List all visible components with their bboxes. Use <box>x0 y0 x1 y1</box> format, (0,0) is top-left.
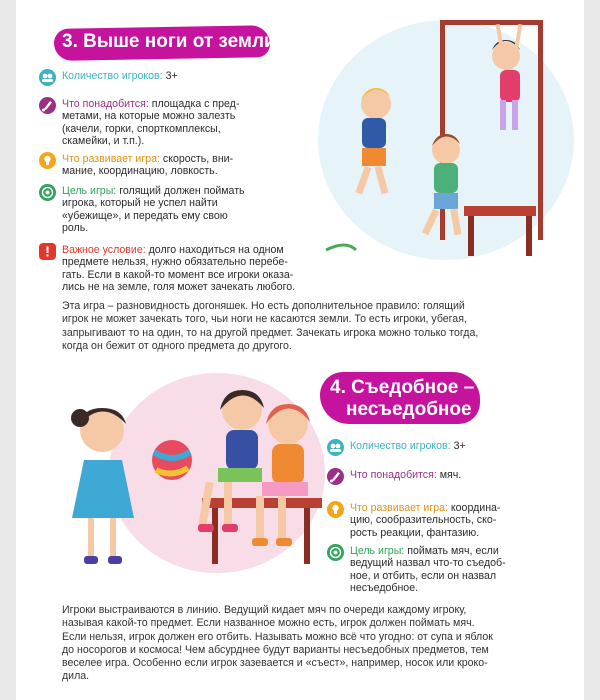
goal-text-4: несъедобное. <box>350 582 419 595</box>
important-label: Важное условие: <box>62 244 146 256</box>
needs-text: мяч. <box>439 469 462 481</box>
game4-para-line: дила. <box>62 670 90 683</box>
game3-para-line: запрыгивают то на один, то на другой предмет. Зачекать игрока можно только тогда, <box>62 326 479 339</box>
game3-develops-row <box>62 153 324 178</box>
game4-goal-row <box>350 545 582 595</box>
players-label: Количество игроков: <box>62 70 163 82</box>
game4-para-line: до носорогов и космоса! Чем абсурднее будут варианты несъедобных предметов, тем <box>62 643 489 656</box>
needs-text-4: скамейки, и т.п.). <box>62 135 145 148</box>
brush-icon <box>39 97 56 114</box>
game3-description <box>62 300 582 353</box>
game4-para-line: веселее игра. Особенно если игрок зазевается и «съест», например, носок или кроко- <box>62 657 488 670</box>
game4-para-line: Игроки выстраиваются в линию. Ведущий кидает мяч по очереди каждому игроку, <box>62 604 467 616</box>
game4-players-row <box>350 440 582 452</box>
lightbulb-icon <box>39 152 56 169</box>
lightbulb-icon <box>327 501 344 518</box>
game3-players-row <box>62 70 324 82</box>
develops-text-1: скорость, вни- <box>162 153 234 165</box>
needs-label: Что понадобится: <box>350 469 437 481</box>
players-value: 3+ <box>453 440 466 452</box>
goal-text-3: ное, и отбить, если он назвал <box>350 569 497 582</box>
needs-text-3: (качели, горки, спорткомплексы, <box>62 122 221 135</box>
game4-para-line: называя какой-то предмет. Если названное можно есть, игрок должен поймать мяч. <box>62 617 475 630</box>
game4-needs-row <box>350 469 582 481</box>
ball-game-illustration <box>42 368 326 583</box>
article-page <box>16 0 584 700</box>
game4-description <box>62 604 582 684</box>
brush-icon <box>327 468 344 485</box>
playground-illustration <box>316 10 584 265</box>
game3-para-line: игрок не может зачекать того, чьи ноги не касаются земли. То есть игроки, убегая, <box>62 313 467 326</box>
goal-label: Цель игры: <box>62 185 117 197</box>
develops-text-2: мание, координацию, ловкость. <box>62 165 218 178</box>
players-icon <box>39 69 56 86</box>
target-icon <box>39 184 56 201</box>
develops-label: Что развивает игра: <box>62 153 160 165</box>
needs-text-2: метами, на которые можно залезть <box>62 110 236 123</box>
players-icon <box>327 439 344 456</box>
goal-text-4: роль. <box>62 222 89 235</box>
game4-title-line2: несъедобное <box>346 399 472 420</box>
game4-para-line: Если нельзя, игрок должен его отбить. Называть можно всё что угодно: от супа и яблок <box>62 630 493 643</box>
game4-develops-row <box>350 502 582 539</box>
goal-label: Цель игры: <box>350 545 405 557</box>
important-text-4: лись не на земле, голя может зачекать любого. <box>62 281 296 294</box>
players-label: Количество игроков: <box>350 440 451 452</box>
develops-label: Что развивает игра: <box>350 502 448 514</box>
game3-important-row <box>62 244 342 294</box>
goal-text-2: ведущий назвал что-то съедоб- <box>350 557 506 570</box>
goal-text-1: поймать мяч, если <box>407 545 499 557</box>
needs-label: Что понадобится: <box>62 98 149 110</box>
game3-para-line: когда он бежит от одного предмета до другого. <box>62 339 292 352</box>
target-icon <box>327 544 344 561</box>
goal-text-2: игрока, который не успел найти <box>62 197 218 210</box>
goal-text-1: голящий должен поймать <box>119 185 245 197</box>
important-text-1: долго находиться на одном <box>148 244 284 256</box>
important-text-2: предмете нельзя, нужно обязательно перебе- <box>62 256 288 269</box>
players-value: 3+ <box>165 70 178 82</box>
game3-goal-row <box>62 185 324 235</box>
game3-needs-row <box>62 98 324 148</box>
needs-text-1: площадка с пред- <box>151 98 240 110</box>
develops-text-1: координа- <box>450 502 501 514</box>
goal-text-3: «убежище», и передать ему свою <box>62 209 228 222</box>
game3-para-line: Эта игра – разновидность догоняшек. Но есть дополнительное правило: голящий <box>62 300 465 312</box>
important-text-3: гать. Если в какой-то момент все игроки оказа- <box>62 268 294 281</box>
game4-title-line1: 4. Съедобное – <box>330 377 475 398</box>
develops-text-2: цию, сообразительность, ско- <box>350 514 497 527</box>
game3-title: 3. Выше ноги от земли <box>62 31 276 52</box>
warning-icon <box>39 243 56 260</box>
develops-text-3: рость реакции, фантазию. <box>350 526 480 539</box>
